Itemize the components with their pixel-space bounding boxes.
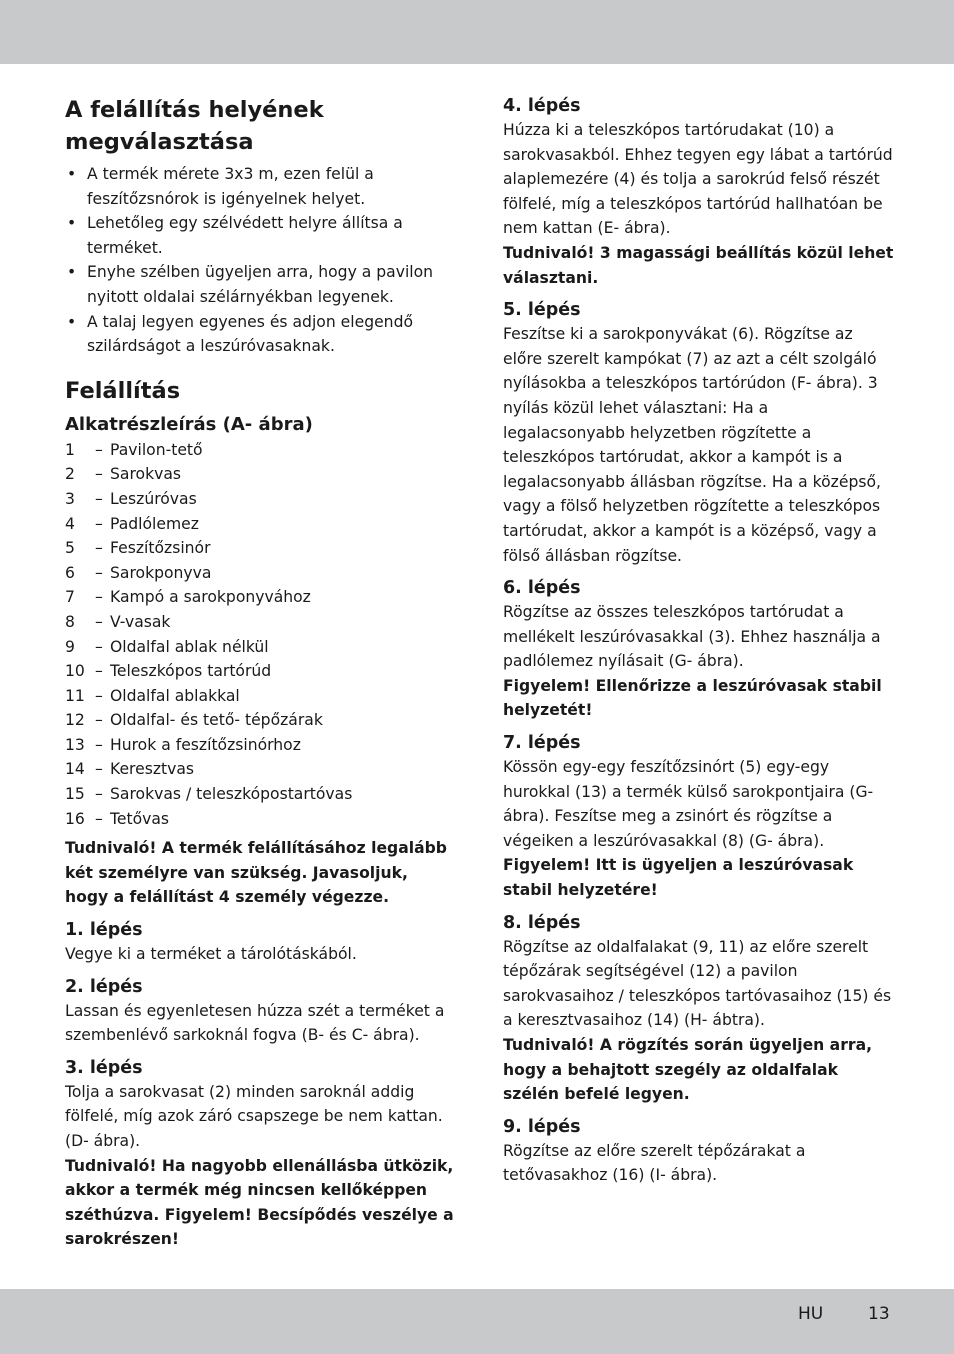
part-number: 3	[65, 489, 75, 508]
part-label: Oldalfal- és tető- tépőzárak	[110, 711, 323, 730]
part-item	[65, 438, 455, 463]
step-title: 6. lépés	[503, 578, 581, 599]
note-people: Tudnivaló! A termék felállításához legalább két személyre van szükség. Javasoljuk, hogy a felállítást 4 személy végezze.	[65, 839, 447, 907]
part-item	[65, 635, 455, 660]
left-steps	[65, 918, 455, 1252]
part-label: Kampó a sarokponyvához	[110, 588, 311, 607]
part-item	[65, 462, 455, 487]
bullet-item: • A termék mérete 3x3 m, ezen felül a feszítőzsnórok is igényelnek helyet.	[65, 162, 455, 211]
part-dash: –	[95, 662, 103, 681]
step-title: 4. lépés	[503, 96, 581, 116]
section-title-location: A felállítás helyének megválasztása	[65, 97, 324, 155]
bullet-item: • Enyhe szélben ügyeljen arra, hogy a pavilon nyitott oldalai szélárnyékban legyenek.	[65, 260, 455, 309]
part-dash: –	[95, 489, 103, 508]
part-dash: –	[95, 760, 103, 779]
part-item	[65, 757, 455, 782]
part-dash: –	[95, 637, 103, 656]
step-title: 1. lépés	[65, 920, 143, 941]
part-number: 14	[65, 760, 85, 779]
part-label: Sarokponyva	[110, 563, 212, 582]
part-dash: –	[95, 612, 103, 631]
page-number: 13	[868, 1304, 890, 1324]
part-label: Feszítőzsinór	[110, 539, 211, 558]
part-label: Teleszkópos tartórúd	[110, 662, 272, 681]
part-number: 15	[65, 785, 85, 804]
part-item	[65, 708, 455, 733]
part-dash: –	[95, 809, 103, 828]
part-label: Tetővas	[110, 809, 170, 828]
part-number: 4	[65, 514, 75, 533]
part-number: 6	[65, 563, 75, 582]
part-label: Pavilon-tető	[110, 440, 203, 459]
part-number: 5	[65, 539, 75, 558]
part-dash: –	[95, 588, 103, 607]
part-number: 11	[65, 686, 85, 705]
part-number: 10	[65, 662, 85, 681]
part-dash: –	[95, 711, 103, 730]
part-number: 9	[65, 637, 75, 656]
step-note: Figyelem! Itt is ügyeljen a leszúróvasak stabil helyzetére!	[503, 856, 854, 900]
part-dash: –	[95, 514, 103, 533]
right-steps	[503, 94, 895, 1188]
bullet-item: • Lehetőleg egy szélvédett helyre állítsa a terméket.	[65, 211, 455, 260]
footer-language: HU	[798, 1304, 824, 1324]
part-item	[65, 561, 455, 586]
step-text: Rögzítse az összes teleszkópos tartórudat a mellékelt leszúróvasakkal (3). Ehhez használja a padlólemez nyílásait (G- ábra).	[503, 603, 881, 671]
step-title: 2. lépés	[65, 976, 143, 997]
part-number: 7	[65, 588, 75, 607]
part-item	[65, 807, 455, 832]
part-label: Hurok a feszítőzsinórhoz	[110, 735, 301, 754]
section-title-assembly: Felállítás	[65, 377, 181, 404]
step-note: Tudnivaló! Ha nagyobb ellenállásba ütközik, akkor a termék még nincsen kellőképpen széthúzva. Figyelem! Becsípődés veszélye a sarokrészen!	[65, 1156, 454, 1249]
parts-heading: Alkatrészleírás (A- ábra)	[65, 413, 313, 435]
part-label: Oldalfal ablakkal	[110, 686, 240, 705]
part-label: Sarokvas / teleszkópostartóvas	[110, 785, 353, 804]
part-number: 13	[65, 735, 85, 754]
part-dash: –	[95, 539, 103, 558]
part-item	[65, 585, 455, 610]
part-dash: –	[95, 563, 103, 582]
step-text: Húzza ki a teleszkópos tartórudakat (10) a sarokvasakból. Ehhez tegyen egy lábat a tartórúd alaplemezére (4) és tolja a sarokrúd felső részét fölfelé, míg a teleszkópos tartórúd hallhatóan be nem kattan (E- ábra).	[503, 121, 893, 238]
part-item	[65, 610, 455, 635]
step-title: 9. lépés	[503, 1116, 581, 1137]
step-title: 5. lépés	[503, 300, 581, 321]
part-number: 16	[65, 809, 85, 828]
part-label: Oldalfal ablak nélkül	[110, 637, 269, 656]
header-band	[0, 0, 954, 64]
part-dash: –	[95, 735, 103, 754]
part-number: 12	[65, 711, 85, 730]
part-label: V-vasak	[110, 612, 171, 631]
step-text: Kössön egy-egy feszítőzsinórt (5) egy-egy hurokkal (13) a termék külső sarokpontjaira (G- ábra). Feszítse meg a zsinórt és rögzítse a végeiken a leszúróvasakkal (8) (G- ábra).	[503, 758, 874, 850]
part-number: 8	[65, 612, 75, 631]
step-note: Figyelem! Ellenőrizze a leszúróvasak stabil helyzetét!	[503, 676, 882, 720]
part-label: Leszúróvas	[110, 489, 197, 508]
step-text: Vegye ki a terméket a tárolótáskából.	[65, 945, 357, 964]
step-text: Rögzítse az előre szerelt tépőzárakat a tetővasakhoz (16) (I- ábra).	[503, 1141, 806, 1185]
part-dash: –	[95, 686, 103, 705]
right-column	[503, 94, 895, 1188]
step-title: 8. lépés	[503, 912, 581, 933]
step-text: Feszítse ki a sarokponyvákat (6). Rögzítse az előre szerelt kampókat (7) az azt a célt szolgáló nyílásokba a teleszkópos tartórúdon (F- ábra). 3 nyílás közül lehet választani: Ha a legalacsonyabb helyzetben rögzítette a teleszkópos tartórudat, akkor a kampót is a legalacsonyabb állásban rögzítse. Ha a középső, vagy a fölső helyzetben rögzítette a teleszkópos tartórudat, akkor a kampót is a középső, vagy a fölső állásban rögzítse.	[503, 325, 881, 565]
part-dash: –	[95, 440, 103, 459]
part-number: 2	[65, 465, 75, 484]
part-dash: –	[95, 465, 103, 484]
part-item	[65, 782, 455, 807]
step-title: 3. lépés	[65, 1057, 143, 1078]
step-text: Tolja a sarokvasat (2) minden saroknál addig fölfelé, míg azok záró csapszege be nem kattan. (D- ábra).	[65, 1082, 443, 1150]
part-label: Keresztvas	[110, 760, 195, 779]
step-title: 7. lépés	[503, 733, 581, 754]
step-note: Tudnivaló! A rögzítés során ügyeljen arra, hogy a behajtott szegély az oldalfalak szélén befelé legyen.	[503, 1036, 873, 1104]
part-item	[65, 512, 455, 537]
left-column	[65, 94, 455, 1252]
bullet-item: • A talaj legyen egyenes és adjon elegendő szilárdságot a leszúróvasaknak.	[65, 310, 455, 359]
step-note: Tudnivaló! 3 magassági beállítás közül lehet választani.	[503, 243, 894, 287]
parts-list	[65, 438, 455, 832]
step-text: Lassan és egyenletesen húzza szét a terméket a szembenlévő sarkoknál fogva (B- és C- ábra).	[65, 1001, 445, 1045]
part-dash: –	[95, 785, 103, 804]
part-item	[65, 733, 455, 758]
part-label: Padlólemez	[110, 514, 199, 533]
step-text: Rögzítse az oldalfalakat (9, 11) az előre szerelt tépőzárak segítségével (12) a pavilon sarokvasaihoz / teleszkópos tartóvasaihoz (15) és a keresztvasaihoz (14) (H- ábtra).	[503, 937, 892, 1030]
part-item	[65, 487, 455, 512]
part-item	[65, 536, 455, 561]
part-item	[65, 684, 455, 709]
part-number: 1	[65, 440, 75, 459]
part-item	[65, 659, 455, 684]
location-bullet-list	[65, 162, 455, 359]
part-label: Sarokvas	[110, 465, 182, 484]
